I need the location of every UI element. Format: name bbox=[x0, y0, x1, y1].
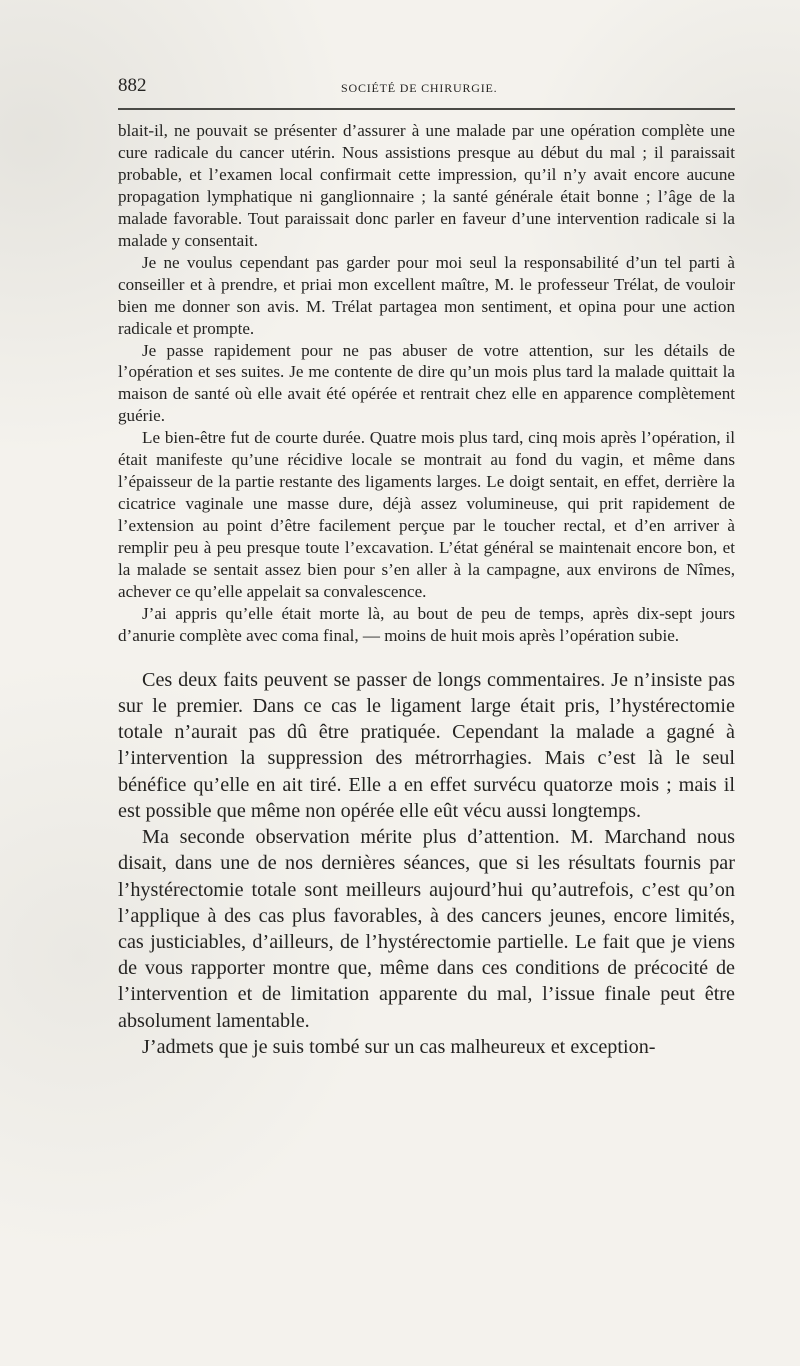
paragraph-commentary-second: Ma seconde observation mérite plus d’attention. M. Marchand nous disait, dans une de nos dernières séances, que si les résultats fournis par l’hystérectomie totale sont meilleurs aujourd’hui qu’autrefois, c’est qu’on l’applique à des cas plus favorables, à des cancers jeunes, encore limités, cas justiciables, d’ailleurs, de l’hystérectomie partielle. Le fait que je viens de vous rapporter montre que, même dans ces conditions de précocité de l’intervention et de limitation apparente du mal, l’issue finale peut être absolument lamentable. bbox=[118, 826, 735, 1032]
commentary-section bbox=[118, 667, 735, 1060]
paragraph-commentary-third: J’admets que je suis tombé sur un cas malheureux et exception- bbox=[142, 1035, 656, 1058]
header-rule bbox=[118, 108, 735, 110]
main-text bbox=[118, 120, 735, 1060]
page-header bbox=[118, 74, 735, 102]
page-number: 882 bbox=[118, 75, 147, 96]
case-narrative bbox=[118, 120, 735, 647]
paragraph-operation-details: Je passe rapidement pour ne pas abuser de votre attention, sur les détails de l’opération et ses suites. Je me contente de dire qu’un mois plus tard la malade quittait la maison de santé où elle avait été opérée et rentrait chez elle en apparence complètement guérie. bbox=[118, 340, 735, 426]
paragraph-continuation: blait-il, ne pouvait se présenter d’assurer à une malade par une opération complète une cure radicale du cancer utérin. Nous assistions presque au début du mal ; il paraissait probable, et l’examen local confirmait cette impression, qu’il n’y avait encore aucune propagation lymphatique ni ganglionnaire ; la santé générale était bonne ; l’âge de la malade favorable. Tout paraissait donc parler en faveur d’une intervention radicale si la malade y consentait. bbox=[118, 121, 735, 250]
paragraph-responsibility: Je ne voulus cependant pas garder pour moi seul la responsabilité d’un tel parti à conseiller et à prendre, et priai mon excellent maître, M. le professeur Trélat, de vouloir bien me donner son avis. M. Trélat partagea mon sentiment, et opina pour une action radicale et prompte. bbox=[118, 252, 735, 338]
paragraph-recurrence: Le bien-être fut de courte durée. Quatre mois plus tard, cinq mois après l’opération, il était manifeste qu’une récidive locale se montrait au fond du vagin, et même dans l’épaisseur de la partie restante des ligaments larges. Le doigt sentait, en effet, derrière la cicatrice vaginale une masse dure, déjà assez volumineuse, qui prit rapidement de l’extension au point d’être facilement perçue par le toucher rectal, et d’en arriver à remplir peu à peu presque toute l’excavation. L’état général se maintenait encore bon, et la malade se sentait assez bien pour s’en aller à la campagne, aux environs de Nîmes, achever ce qu’elle appelait sa convalescence. bbox=[118, 428, 735, 602]
paragraph-death-report: J’ai appris qu’elle était morte là, au bout de peu de temps, après dix-sept jours d’anurie complète avec coma final, — moins de huit mois après l’opération subie. bbox=[118, 603, 735, 645]
paragraph-commentary-first: Ces deux faits peuvent se passer de longs commentaires. Je n’insiste pas sur le premier. Dans ce cas le ligament large était pris, l’hystérectomie totale n’aurait pas dû être pratiquée. Cependant la malade a gagné à l’intervention la suppression des métrorrhagies. Mais c’est là le seul bénéfice qu’elle en ait tiré. Elle a en effet survécu quatorze mois ; mais il est possible que même non opérée elle eût vécu aussi longtemps. bbox=[118, 668, 735, 822]
running-head: SOCIÉTÉ DE CHIRURGIE. bbox=[341, 81, 498, 95]
